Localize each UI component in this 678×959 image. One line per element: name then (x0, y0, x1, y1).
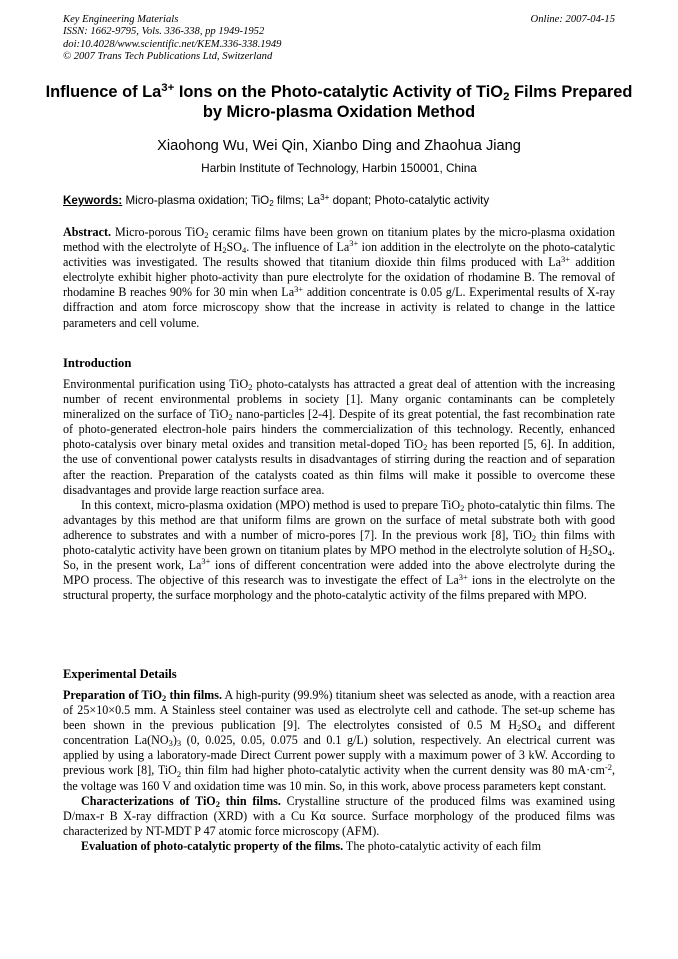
abstract-paragraph (63, 225, 615, 331)
body-text: ) (172, 733, 177, 748)
keywords-subscript: 2 (269, 199, 274, 209)
body-text: ions in the electrolyte on the structural property, the surface morphology and the photo-catalytic activity of the films prepared with MPO. (63, 573, 615, 603)
subscript: 2 (588, 548, 593, 559)
body-text: photo-catalytic thin films. The advantages by this method are that uniform films are grown on the surface of metal substrate both with good adherence to substrates and with a number of micro-pores [7]. In the previous work [8], TiO (63, 497, 615, 542)
body-text: The photo-catalytic activity of each film (343, 838, 542, 853)
abstract (63, 225, 615, 331)
subscript: 2 (176, 768, 182, 779)
keywords-label: Keywords: (63, 194, 123, 207)
subscript: 2 (517, 723, 522, 734)
body-text: SO (592, 543, 608, 558)
doi-line[interactable]: doi:10.4028/www.scientific.net/KEM.336-338.1949 (63, 38, 282, 50)
subscript: 2 (222, 245, 227, 256)
body-text: ions of different concentration were added into the above electrolyte during the MPO process. The objective of this research was to investigate the effect of La (63, 558, 615, 588)
run-in-heading: Evaluation of photo-catalytic property of the films. (81, 838, 344, 853)
experimental-section (63, 688, 615, 854)
subscript: 2 (204, 230, 209, 241)
run-in-text: thin films. (166, 688, 222, 702)
run-in-text: thin films. (219, 793, 281, 808)
experimental-paragraph-3 (63, 839, 615, 854)
journal-name: Key Engineering Materials (63, 14, 179, 25)
superscript: 3+ (349, 238, 359, 249)
run-in-text: Characterizations of TiO (81, 793, 216, 808)
abstract-text: ion addition in the electrolyte on the photo-catalytic activities was investigated. The results showed that titanium dioxide thin films produced with La (63, 240, 615, 270)
introduction-heading-block (63, 356, 615, 371)
subscript: 4 (536, 723, 542, 734)
paper-title (40, 82, 638, 122)
body-text: A high-purity (99.9%) titanium sheet was selected as anode, with a reaction area of 25×10×0.5 mm. A Stainless steel container was used as electrolyte cell and cathode. The set-up scheme has been shown in the previous publication [9]. The electrolytes consisted of 0.5 M H (63, 688, 615, 733)
body-text: photo-catalysts has attracted a great deal of attention with the increasing number of recent environmental problems in society [1]. Many organic contaminants can be completely mineralized on the surface of TiO (63, 377, 615, 422)
keywords-superscript: 3+ (320, 192, 330, 202)
body-text: SO (521, 718, 537, 733)
title-superscript: 3+ (161, 81, 175, 94)
abstract-text: . The influence of La (246, 240, 350, 255)
subscript: 2 (460, 502, 465, 513)
abstract-text: Micro-porous TiO (111, 225, 205, 239)
run-in-heading (63, 688, 222, 702)
abstract-label: Abstract. (63, 225, 112, 239)
introduction-paragraph-1 (63, 377, 615, 498)
section-heading-introduction: Introduction (63, 356, 132, 370)
body-text: . So, in the present work, La (63, 543, 615, 573)
issn-line: ISSN: 1662-9795, Vols. 336-338, pp 1949-1952 (63, 26, 265, 38)
keywords-text: Micro-plasma oxidation; TiO (122, 194, 270, 207)
keywords-text: dopant; Photo-catalytic activity (329, 194, 490, 207)
superscript: 3+ (294, 283, 304, 294)
body-text: thin films with photo-catalytic activity have been grown on titanium plates by MPO method in the electrolyte solution of H (63, 527, 615, 558)
superscript: -2 (604, 761, 612, 772)
abstract-text: SO (226, 240, 243, 255)
subscript: 4 (242, 245, 247, 256)
body-text: (0, 0.025, 0.05, 0.075 and 0.1 g/L) solution, respectively. An electrical current was applied by using a laboratory-made Direct Current power supply with a maximum power of 3 kW. According to previous work [8], TiO (63, 733, 615, 778)
body-text: Environmental purification using TiO (63, 377, 249, 391)
subscript: 3 (168, 738, 173, 749)
body-text: In this context, micro-plasma oxidation (MPO) method is used to prepare TiO (81, 497, 461, 512)
experimental-paragraph-2 (63, 794, 615, 839)
superscript: 3+ (561, 253, 571, 264)
section-heading-experimental: Experimental Details (63, 667, 177, 681)
superscript: 3+ (458, 571, 468, 582)
abstract-text: ceramic films have been grown on titanium plates by the micro-plasma oxidation method with the electrolyte of H (63, 225, 616, 255)
keywords (63, 194, 623, 208)
introduction-paragraph-2 (63, 498, 615, 604)
subscript: 2 (215, 798, 220, 809)
experimental-heading-block (63, 667, 615, 682)
run-in-text: Preparation of TiO (63, 688, 163, 702)
abstract-text: addition electrolyte exhibit higher photo-activity than pure electrolyte for the oxidation of rhodamine B. The removal of rhodamine B reaches 90% for 30 min when La (63, 255, 615, 300)
journal-header (63, 14, 615, 64)
affiliation: Harbin Institute of Technology, Harbin 150001, China (201, 161, 477, 175)
authors: Xiaohong Wu, Wei Qin, Xianbo Ding and Zhaohua Jiang (157, 138, 521, 154)
body-text: Crystalline structure of the produced films was examined using D/max-r B X-ray diffraction (XRD) with a Cu Kα source. Surface morphology of the produced films was characterized by NT-MDT P 47 atomic force microscopy (AFM). (63, 793, 615, 838)
superscript: 3+ (201, 556, 211, 567)
subscript: 2 (248, 382, 253, 393)
keywords-text: films; La (273, 194, 321, 207)
copyright-line: © 2007 Trans Tech Publications Ltd, Switzerland (63, 51, 273, 63)
title-text: Films Prepared by Micro-plasma Oxidation Method (202, 83, 633, 121)
abstract-text: addition concentrate is 0.05 g/L. Experimental results of X-ray diffraction and atom force microscopy show that the increase in activity is related to change in the lattice parameters and cell volume. (63, 285, 615, 330)
subscript: 2 (228, 412, 233, 423)
experimental-paragraph-1 (63, 688, 615, 794)
introduction-section (63, 377, 615, 603)
run-in-heading (81, 794, 281, 808)
subscript: 2 (423, 442, 428, 453)
online-date: Online: 2007-04-15 (530, 14, 615, 25)
body-text: , the voltage was 160 V and oxidation time was 10 min. So, in this work, above process parameters kept constant. (63, 763, 615, 793)
body-text: has been reported [5, 6]. In addition, the use of conventional power catalysts results in disadvantages of stirring during the reaction and of separation after the reaction. Preparation of the catalysts coated as thin films will make it possible to overcome these disadvantages and provide large reaction surface area. (63, 437, 615, 497)
subscript: 2 (162, 693, 167, 704)
subscript: 2 (531, 533, 537, 544)
body-text: and different concentration La(NO (63, 718, 616, 748)
title-subscript: 2 (503, 90, 510, 103)
title-text: Influence of La (45, 83, 162, 101)
subscript: 4 (607, 548, 612, 559)
title-text: Ions on the Photo-catalytic Activity of TiO (174, 83, 504, 101)
subscript: 3 (176, 738, 182, 749)
body-text: nano-particles [2-4]. Despite of its great potential, the fast recombination rate of photo-generated electron-hole pairs hinders the commercialization of this technology. Recently, enhanced photo-catalysis over binary metal oxides and transition metal-doped TiO (63, 407, 615, 452)
body-text: thin film had higher photo-catalytic activity when the current density was 80 mA·cm (181, 763, 605, 778)
